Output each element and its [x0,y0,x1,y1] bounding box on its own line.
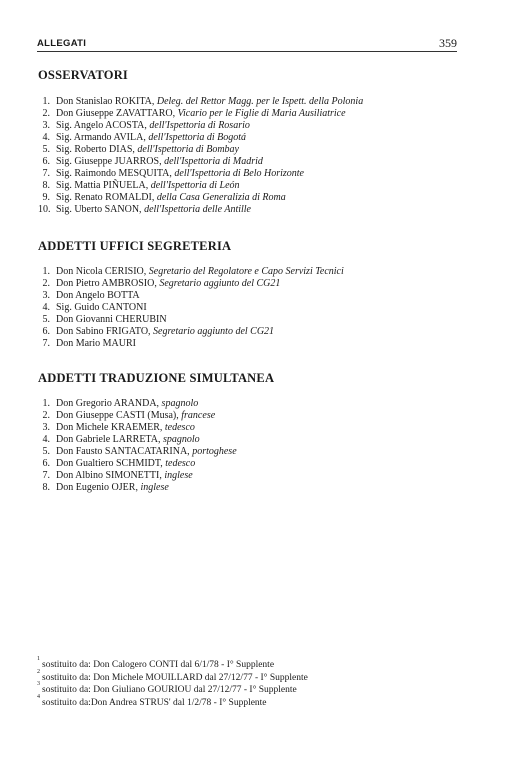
footnote-text: sostituito da:Don Andrea STRUS' dal 1/2/78 - I° Supplente [42,697,267,708]
footnote [37,669,477,682]
item-number: 9. [42,192,50,203]
item-role: Segretario aggiunto del CG21 [153,326,275,337]
item-number: 6. [42,156,50,167]
footnote-mark: 1 [37,656,40,662]
list-item [38,398,478,410]
item-role: francese [181,410,216,421]
footnote-mark: 3 [37,681,40,687]
item-role: dell'Ispettoria di Belo Horizonte [174,168,304,179]
section-title-traduzione: ADDETTI TRADUZIONE SIMULTANEA [38,371,275,385]
item-number: 4. [42,434,50,445]
item-number: 7. [42,470,50,481]
item-name: Don Angelo BOTTA [56,290,140,301]
item-name: Don Pietro AMBROSIO, [56,278,157,289]
item-number: 8. [42,180,50,191]
item-role: Segretario del Regolatore e Capo Servizi Tecnici [148,266,344,277]
item-number: 10. [38,204,51,215]
footnote-mark: 4 [37,693,40,700]
item-role: dell'Ispettoria di Rosario [149,120,250,131]
section-title-segreteria: ADDETTI UFFICI SEGRETERIA [38,239,232,253]
item-name: Sig. Angelo ACOSTA, [56,120,147,131]
list-item [38,266,478,278]
item-name: Don Gabriele LARRETA, [56,434,161,445]
osservatori-list [38,96,478,216]
section-title-osservatori: OSSERVATORI [38,68,128,82]
item-name: Sig. Giuseppe JUARROS, [56,156,162,167]
item-number: 5. [42,446,50,457]
item-name: Don Gregorio ARANDA, [56,398,160,409]
page-header [37,38,457,52]
item-number: 2. [42,410,50,421]
item-number: 1. [42,398,50,409]
item-number: 4. [42,132,50,143]
list-item [38,180,478,192]
item-name: Sig. Raimondo MESQUITA, [56,168,172,179]
item-number: 7. [42,168,50,179]
list-item [38,290,478,302]
item-name: Don Giuseppe ZAVATTARO, [56,108,176,119]
list-item [38,434,478,446]
page-number: 359 [439,36,457,50]
item-role: Segretario aggiunto del CG21 [159,278,281,289]
item-name: Sig. Roberto DIAS, [56,144,135,155]
item-name: Sig. Renato ROMALDI, [56,192,155,203]
item-role: inglese [164,470,193,481]
traduzione-list [38,398,478,494]
item-number: 5. [42,144,50,155]
list-item [38,132,478,144]
item-number: 4. [42,302,50,313]
item-name: Don Eugenio OJER, [56,482,138,493]
list-item [38,204,478,216]
item-name: Don Giuseppe CASTI (Musa), [56,410,179,421]
item-name: Don Nicola CERISIO, [56,266,147,277]
item-name: Don Mario MAURI [56,338,136,349]
list-item [38,156,478,168]
footnote [37,681,477,694]
list-item [38,326,478,338]
item-name: Don Albino SIMONETTI, [56,470,162,481]
item-name: Don Giovanni CHERUBIN [56,314,167,325]
item-number: 1. [42,266,50,277]
footnote [37,656,477,669]
item-number: 2. [42,278,50,289]
list-item [38,144,478,156]
item-role: dell'Ispettoria di Madrid [164,156,263,167]
item-number: 2. [42,108,50,119]
item-number: 6. [42,326,50,337]
item-name: Sig. Mattia PIÑUELA, [56,180,149,191]
footnotes [37,656,477,706]
item-role: Deleg. del Rettor Magg. per le Ispett. della Polonia [156,96,364,107]
item-number: 3. [42,120,50,131]
footnote-mark: 2 [37,668,40,675]
item-name: Don Fausto SANTACATARINA, [56,446,190,457]
list-item [38,446,478,458]
footnote-text: sostituito da: Don Calogero CONTI dal 6/1/78 - I° Supplente [42,660,275,671]
item-role: inglese [140,482,169,493]
footnote [37,694,477,707]
list-item [38,168,478,180]
item-number: 7. [42,338,50,349]
list-item [38,422,478,434]
item-number: 6. [42,458,50,469]
item-role: tedesco [165,458,196,469]
item-role: Vicario per le Figlie di Maria Ausiliatrice [177,108,346,119]
item-role: dell'Ispettoria di León [150,180,240,191]
running-title: ALLEGATI [37,38,87,49]
item-number: 5. [42,314,50,325]
item-role: dell'Ispettoria di Bogotá [148,132,247,143]
item-name: Sig. Armando AVILA, [56,132,146,143]
item-role: portoghese [192,446,237,457]
item-name: Sig. Uberto SANON, [56,204,142,215]
item-role: spagnolo [162,434,200,445]
list-item [38,458,478,470]
item-name: Sig. Guido CANTONI [56,302,147,313]
list-item [38,278,478,290]
list-item [38,96,478,108]
segreteria-list [38,266,478,350]
item-number: 3. [42,290,50,301]
item-role: dell'Ispettoria di Bombay [137,144,239,155]
item-role: spagnolo [161,398,199,409]
item-name: Don Sabino FRIGATO, [56,326,151,337]
list-item [38,410,478,422]
item-role: dell'Ispettoria delle Antille [144,204,251,215]
header-rule [37,51,457,52]
footnote-text: sostituito da: Don Michele MOUILLARD dal 27/12/77 - I° Supplente [42,672,308,683]
item-number: 3. [42,422,50,433]
list-item [38,192,478,204]
list-item [38,302,478,314]
item-name: Don Gualtiero SCHMIDT, [56,458,163,469]
item-number: 8. [42,482,50,493]
item-name: Don Stanislao ROKITA, [56,96,155,107]
item-number: 1. [42,96,50,107]
list-item [38,108,478,120]
list-item [38,314,478,326]
item-role: tedesco [164,422,195,433]
list-item [38,120,478,132]
list-item [38,482,478,494]
list-item [38,470,478,482]
list-item [38,338,478,350]
item-role: della Casa Generalizia di Roma [156,192,286,203]
footnote-text: sostituito da: Don Giuliano GOURIOU dal 27/12/77 - I° Supplente [42,685,297,696]
item-name: Don Michele KRAEMER, [56,422,163,433]
